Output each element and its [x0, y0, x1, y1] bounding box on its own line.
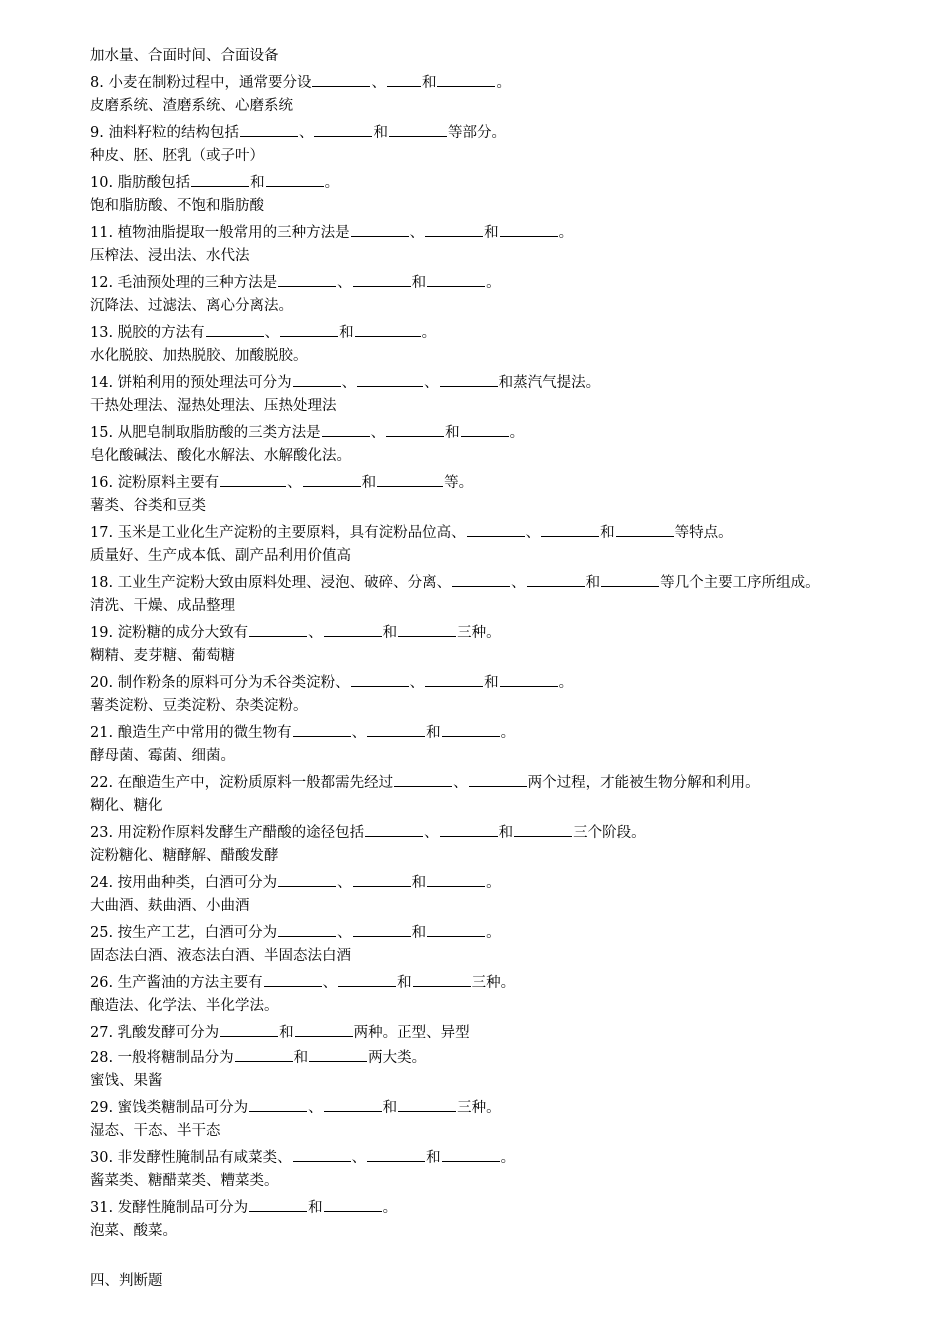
- question-text: 27. 乳酸发酵可分为: [90, 1025, 220, 1041]
- question-line: [90, 69, 920, 94]
- question-text: 25. 按生产工艺，白酒可分为: [90, 925, 278, 941]
- fill-blank: [235, 1044, 293, 1062]
- fill-blank: [351, 669, 409, 687]
- question-line: [90, 369, 920, 394]
- fill-blank: [324, 1094, 382, 1112]
- question-text: 和: [411, 275, 427, 291]
- fill-blank: [249, 619, 307, 637]
- question-text: 三种。: [471, 975, 516, 991]
- answer-line: 酵母菌、霉菌、细菌。: [90, 748, 235, 764]
- fill-blank: [357, 369, 423, 387]
- fill-blank: [500, 219, 558, 237]
- answer-line: 水化脱胶、加热脱胶、加酸脱胶。: [90, 348, 308, 364]
- question-text: 、: [298, 125, 314, 141]
- fill-blank: [278, 869, 336, 887]
- fill-blank: [355, 319, 421, 337]
- question-text: 10. 脂肪酸包括: [90, 175, 191, 191]
- fill-blank: [425, 219, 483, 237]
- answer-line: 质量好、生产成本低、副产品利用价值高: [90, 548, 351, 564]
- fill-blank: [469, 769, 527, 787]
- question-text: 13. 脱胶的方法有: [90, 325, 205, 341]
- question-line: [90, 269, 920, 294]
- fill-blank: [293, 719, 351, 737]
- question-text: 19. 淀粉糖的成分大致有: [90, 625, 249, 641]
- question-text: 等特点。: [674, 525, 733, 541]
- question-line: [90, 869, 920, 894]
- fill-blank: [467, 519, 525, 537]
- question-text: 三个阶段。: [573, 825, 646, 841]
- question-text: 、: [322, 975, 338, 991]
- fill-blank: [601, 569, 659, 587]
- question-text: 和: [411, 925, 427, 941]
- fill-blank: [240, 119, 298, 137]
- question-text: 。: [382, 1200, 398, 1216]
- answer-line: 薯类淀粉、豆类淀粉、杂类淀粉。: [90, 698, 308, 714]
- fill-blank: [293, 369, 341, 387]
- question-text: 和: [293, 1050, 309, 1066]
- question-text: 24. 按用曲种类，白酒可分为: [90, 875, 278, 891]
- answer-line: 糊精、麦芽糖、葡萄糖: [90, 648, 235, 664]
- question-text: 。: [324, 175, 340, 191]
- document-page: [90, 44, 920, 1294]
- fill-blank: [249, 1094, 307, 1112]
- fill-blank: [322, 419, 370, 437]
- question-text: 和: [484, 225, 499, 241]
- fill-blank: [206, 319, 264, 337]
- answer-line: 酿造法、化学法、半化学法。: [90, 998, 279, 1014]
- question-text: 31. 发酵性腌制品可分为: [90, 1200, 249, 1216]
- question-text: 和: [498, 825, 514, 841]
- question-line: [90, 819, 920, 844]
- question-line: [90, 1094, 920, 1119]
- fill-blank: [461, 419, 509, 437]
- section-heading: 四、判断题: [90, 1273, 163, 1289]
- fill-blank: [427, 869, 485, 887]
- question-text: 。: [500, 725, 516, 741]
- question-line: [90, 1144, 920, 1169]
- fill-blank: [425, 669, 483, 687]
- question-text: 和: [426, 1150, 441, 1166]
- question-line: [90, 1019, 920, 1044]
- fill-blank: [442, 719, 500, 737]
- question-text: 、: [525, 525, 541, 541]
- question-text: 和: [382, 1100, 398, 1116]
- question-text: 15. 从肥皂制取脂肪酸的三类方法是: [90, 425, 321, 441]
- fill-blank: [303, 469, 361, 487]
- question-text: 14. 饼粕利用的预处理法可分为: [90, 375, 292, 391]
- fill-blank: [427, 919, 485, 937]
- fill-blank: [220, 469, 286, 487]
- question-text: 和蒸汽气提法。: [498, 375, 601, 391]
- question-text: 。: [558, 225, 574, 241]
- question-text: 26. 生产酱油的方法主要有: [90, 975, 263, 991]
- question-text: 23. 用淀粉作原料发酵生产醋酸的途径包括: [90, 825, 365, 841]
- question-line: [90, 719, 920, 744]
- fill-blank: [442, 1144, 500, 1162]
- fill-blank: [353, 269, 411, 287]
- question-text: 和: [421, 75, 437, 91]
- fill-blank: [440, 819, 498, 837]
- question-text: 30. 非发酵性腌制品有咸菜类、: [90, 1150, 292, 1166]
- question-line: [90, 619, 920, 644]
- fill-blank: [278, 269, 336, 287]
- answer-line: 大曲酒、麸曲酒、小曲酒: [90, 898, 250, 914]
- fill-blank: [280, 319, 338, 337]
- answer-line: 干热处理法、湿热处理法、压热处理法: [90, 398, 337, 414]
- question-line: [90, 319, 920, 344]
- question-text: 两个过程，才能被生物分解和利用。: [527, 775, 760, 791]
- answer-line: 酱菜类、糖醋菜类、糟菜类。: [90, 1173, 279, 1189]
- question-text: 。: [509, 425, 525, 441]
- question-text: 、: [308, 625, 323, 641]
- question-text: 、: [351, 1150, 367, 1166]
- fill-blank: [309, 1044, 367, 1062]
- question-text: 。: [486, 275, 501, 291]
- answer-line: 蜜饯、果酱: [90, 1073, 163, 1089]
- fill-blank: [514, 819, 572, 837]
- fill-blank: [324, 1194, 382, 1212]
- answer-line: 皮磨系统、渣磨系统、心磨系统: [90, 98, 293, 114]
- question-text: 、: [371, 75, 386, 91]
- fill-blank: [527, 569, 585, 587]
- question-text: 等部分。: [447, 125, 506, 141]
- question-text: 和: [279, 1025, 294, 1041]
- question-text: 。: [486, 925, 501, 941]
- question-text: 和: [250, 175, 265, 191]
- question-text: 等几个主要工序所组成。: [660, 575, 820, 591]
- question-text: 和: [382, 625, 398, 641]
- fill-blank: [249, 1194, 307, 1212]
- blank-line: [90, 1244, 920, 1269]
- question-text: 18. 工业生产淀粉大致由原料处理、浸泡、破碎、分离、: [90, 575, 452, 591]
- question-text: 、: [511, 575, 526, 591]
- question-text: 28. 一般将糖制品分为: [90, 1050, 234, 1066]
- fill-blank: [351, 219, 409, 237]
- question-text: 和: [361, 475, 377, 491]
- fill-blank: [413, 969, 471, 987]
- question-text: 、: [424, 375, 439, 391]
- fill-blank: [541, 519, 599, 537]
- fill-blank: [191, 169, 249, 187]
- question-line: [90, 119, 920, 144]
- question-text: 、: [287, 475, 302, 491]
- answer-line: 糊化、糖化: [90, 798, 163, 814]
- question-text: 三种。: [457, 625, 501, 641]
- fill-blank: [394, 769, 452, 787]
- fill-blank: [293, 1144, 351, 1162]
- question-text: 等。: [444, 475, 474, 491]
- question-text: 和: [373, 125, 388, 141]
- answer-line: 湿态、干态、半干态: [90, 1123, 221, 1139]
- question-text: 和: [484, 675, 499, 691]
- question-line: [90, 669, 920, 694]
- answer-line: 沉降法、过滤法、离心分离法。: [90, 298, 293, 314]
- question-text: 。: [500, 1150, 516, 1166]
- question-text: 、: [453, 775, 468, 791]
- question-text: 、: [424, 825, 439, 841]
- question-text: 和: [397, 975, 412, 991]
- answer-line: 泡菜、酸菜。: [90, 1223, 177, 1239]
- fill-blank: [616, 519, 674, 537]
- fill-blank: [278, 919, 336, 937]
- fill-blank: [295, 1019, 353, 1037]
- question-text: 三种。: [457, 1100, 501, 1116]
- question-line: [90, 219, 920, 244]
- fill-blank: [338, 969, 396, 987]
- question-text: 22. 在酿造生产中，淀粉质原料一般都需先经过: [90, 775, 394, 791]
- question-line: [90, 1044, 920, 1069]
- fill-blank: [353, 919, 411, 937]
- answer-line: 薯类、谷类和豆类: [90, 498, 206, 514]
- fill-blank: [220, 1019, 278, 1037]
- question-line: [90, 419, 920, 444]
- question-line: [90, 919, 920, 944]
- answer-line: 压榨法、浸出法、水代法: [90, 248, 250, 264]
- fill-blank: [314, 119, 372, 137]
- question-text: 两种。正型、异型: [353, 1025, 470, 1041]
- fill-blank: [440, 369, 498, 387]
- question-text: 11. 植物油脂提取一般常用的三种方法是: [90, 225, 350, 241]
- answer-line: 皂化酸碱法、酸化水解法、水解酸化法。: [90, 448, 351, 464]
- question-text: 和: [600, 525, 615, 541]
- question-line: [90, 569, 920, 594]
- question-text: 和: [585, 575, 601, 591]
- fill-blank: [377, 469, 443, 487]
- fill-blank: [398, 619, 456, 637]
- question-text: 17. 玉米是工业化生产淀粉的主要原料，具有淀粉品位高、: [90, 525, 466, 541]
- question-text: 、: [264, 325, 280, 341]
- fill-blank: [367, 719, 425, 737]
- fill-blank: [452, 569, 510, 587]
- question-text: 12. 毛油预处理的三种方法是: [90, 275, 278, 291]
- fill-blank: [500, 669, 558, 687]
- question-line: [90, 469, 920, 494]
- question-text: 。: [558, 675, 574, 691]
- question-text: 两大类。: [368, 1050, 427, 1066]
- question-text: 16. 淀粉原料主要有: [90, 475, 220, 491]
- question-line: [90, 169, 920, 194]
- question-text: 、: [337, 925, 352, 941]
- question-text: 。: [421, 325, 437, 341]
- question-text: 、: [409, 675, 425, 691]
- fill-blank: [264, 969, 322, 987]
- question-text: 、: [351, 725, 367, 741]
- question-text: 、: [308, 1100, 323, 1116]
- question-line: [90, 519, 920, 544]
- question-text: 8. 小麦在制粉过程中，通常要分设: [90, 75, 312, 91]
- question-line: [90, 769, 920, 794]
- fill-blank: [367, 1144, 425, 1162]
- fill-blank: [437, 69, 495, 87]
- question-text: 、: [370, 425, 386, 441]
- answer-line: 清洗、干燥、成品整理: [90, 598, 235, 614]
- fill-blank: [324, 619, 382, 637]
- fill-blank: [386, 419, 444, 437]
- question-text: 20. 制作粉条的原料可分为禾谷类淀粉、: [90, 675, 350, 691]
- fill-blank: [353, 869, 411, 887]
- answer-line: 种皮、胚、胚乳（或子叶）: [90, 148, 264, 164]
- answer-line: 固态法白酒、液态法白酒、半固态法白酒: [90, 948, 351, 964]
- question-text: 21. 酿造生产中常用的微生物有: [90, 725, 292, 741]
- question-text: 29. 蜜饯类糖制品可分为: [90, 1100, 249, 1116]
- question-text: 和: [445, 425, 460, 441]
- fill-blank: [365, 819, 423, 837]
- question-text: 。: [486, 875, 501, 891]
- question-text: 、: [337, 875, 352, 891]
- question-text: 和: [308, 1200, 323, 1216]
- question-text: 和: [339, 325, 354, 341]
- fill-blank: [312, 69, 370, 87]
- question-text: 、: [409, 225, 425, 241]
- question-line: [90, 1194, 920, 1219]
- question-line: [90, 969, 920, 994]
- fill-blank: [266, 169, 324, 187]
- fill-blank: [387, 69, 421, 87]
- question-text: 和: [426, 725, 441, 741]
- question-text: 。: [496, 75, 511, 91]
- question-text: 9. 油料籽粒的结构包括: [90, 125, 239, 141]
- question-text: 、: [337, 275, 352, 291]
- fill-blank: [398, 1094, 456, 1112]
- answer-line: 饱和脂肪酸、不饱和脂肪酸: [90, 198, 264, 214]
- answer-line: 淀粉糖化、糖酵解、醋酸发酵: [90, 848, 279, 864]
- question-text: 、: [341, 375, 357, 391]
- fill-blank: [427, 269, 485, 287]
- answer-line: 加水量、合面时间、合面设备: [90, 48, 279, 64]
- fill-blank: [389, 119, 447, 137]
- question-text: 和: [411, 875, 427, 891]
